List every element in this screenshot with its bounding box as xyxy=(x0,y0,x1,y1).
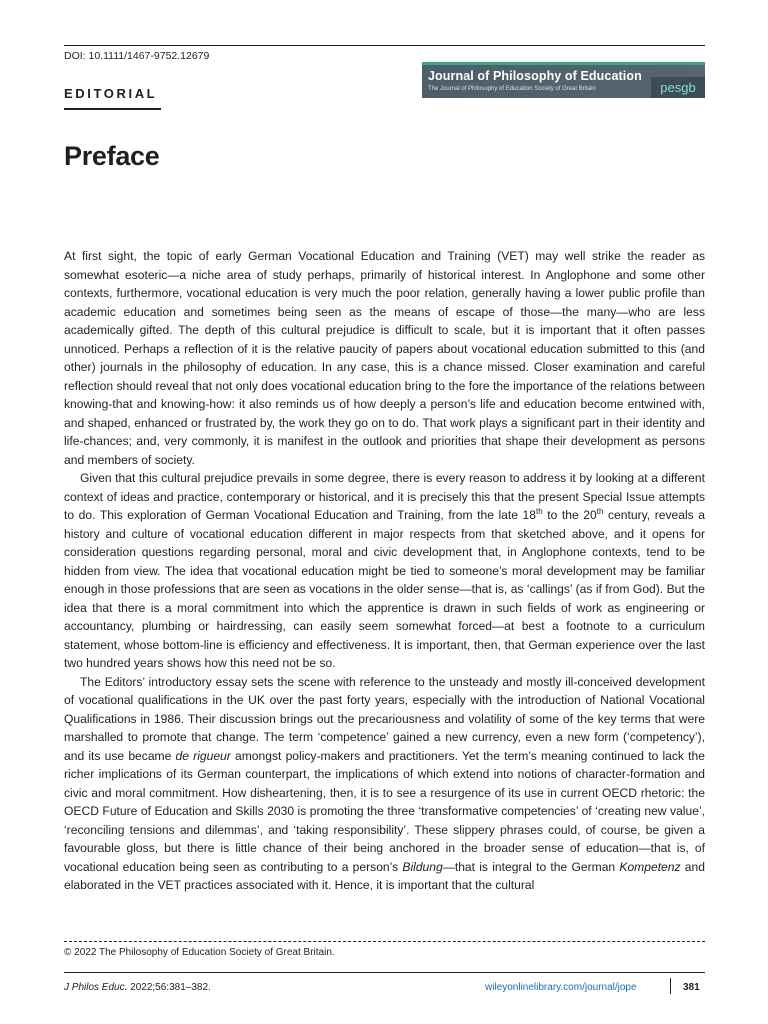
article-title: Preface xyxy=(64,141,160,171)
footer-separator xyxy=(670,978,671,994)
p3-text-d: and elaborated in the VET practices associated with it. Hence, it is important that the cultural xyxy=(64,859,705,892)
p2-sup-1: th xyxy=(536,506,543,516)
section-rule xyxy=(64,108,161,110)
p3-italic-2: Bildung xyxy=(402,859,443,874)
journal-subtitle: The Journal of Philosophy of Education Society of Great Britain xyxy=(428,86,596,92)
doi[interactable]: DOI: 10.1111/1467-9752.12679 xyxy=(64,50,210,62)
section-label: EDITORIAL xyxy=(64,86,158,101)
citation-journal: J Philos Educ. xyxy=(64,982,128,993)
journal-title: Journal of Philosophy of Education xyxy=(428,69,642,83)
footer-rule xyxy=(64,972,705,973)
p3-text-b: amongst policy-makers and practitioners. Yet the term’s meaning continued to lack the richer implications of its German counterpart, the implications of which extend into notions of character-formation and civic and moral commitment. How disheartening, then, it is to see a resurgence of its use in current OECD rhetoric: the OECD Future of Education and Skills 2030 is promoting the three ‘transformative competencies’ of ‘creating new value’, ‘reconciling tensions and dilemmas’, and ‘taking responsibility’. These slippery phrases could, of course, be given a favourable gloss, but there is little chance of their being anchored in the broader sense of education—that is, of vocational education being seen as contributing to a person’s xyxy=(64,748,705,874)
p2-text-b: to the 20 xyxy=(542,508,597,522)
citation xyxy=(64,982,211,993)
p3-text-c: —that is integral to the German xyxy=(442,859,620,874)
p2-text-a: Given that this cultural prejudice prevails in some degree, there is every reason to address it by looking at a different context of ideas and practice, contemporary or historical, and it is precisely this that the present Special Issue attempts to do. This exploration of German Vocational Education and Training, from the late 18 xyxy=(64,471,705,522)
p3-italic-1: de rigueur xyxy=(175,748,231,763)
p2-sup-2: th xyxy=(596,506,604,516)
copyright: © 2022 The Philosophy of Education Society of Great Britain. xyxy=(64,947,335,958)
p3-text-a: The Editors’ introductory essay sets the scene with reference to the unsteady and mostly ill-conceived development of vocational qualifications in the UK over the past forty years, especially with the introduction of National Vocational Qualifications in 1986. Their discussion brings out the precariousness and volatility of some of the key terms that were marshalled to promote that change. The term ‘competence’ gained a new currency, even a new form (‘competency’), and its use became xyxy=(64,674,705,763)
pesgb-logo: pesgb xyxy=(651,77,705,98)
p2-text-c: century, reveals a history and culture of vocational education different in major respects from that sketched above, and it opens for consideration questions regarding personal, moral and civic development that, in Anglophone contexts, tend to be hidden from view. The idea that vocational education might be tied to someone’s moral development may be familiar enough in those professions that are seen as vocations in the older sense—that is, as ‘callings’ (as if from God). But the idea that there is a moral commitment into which the apprentice is drawn in such fields of work as engineering or accountancy, plumbing or hairdressing, can easily seem somewhat forced—at best a footnote to a curriculum statement, whose bottom-line is efficiency and effectiveness. It is important, then, that German experience over the last two hundred years shows how this need not be so. xyxy=(64,508,705,670)
paragraph-3 xyxy=(64,673,705,895)
article-body xyxy=(64,247,705,895)
journal-url-link[interactable]: wileyonlinelibrary.com/journal/jope xyxy=(485,982,637,993)
paragraph-1: At first sight, the topic of early German Vocational Education and Training (VET) may well strike the reader as somewhat esoteric—a niche area of study perhaps, primarily of historical interest. In Anglophone and some other contexts, furthermore, vocational education is very much the poor relation, generally having a lower public profile than academic education and sometimes being seen as the means of escape of those—the many—who are less academically gifted. The depth of this cultural prejudice is difficult to scale, but it is important that it often passes unnoticed. Perhaps a reflection of it is the relative paucity of papers about vocational education submitted to this (and other) journals in the philosophy of education. In any case, this is a chance missed. Closer examination and careful reflection should reveal that not only does vocational education bring to the fore the importance of the relations between knowing-that and knowing-how: it also reminds us of how deeply a person’s life and education become entwined with, and shaped, enhanced or frustrated by, the work they go on to do. That work plays a significant part in their identity and life-chances; and, very commonly, it is manifest in the outlook and priorities that shape their development as persons and members of society. xyxy=(64,249,705,467)
citation-details: 2022;56:381–382. xyxy=(127,982,211,993)
top-rule xyxy=(64,45,705,46)
footnote-rule xyxy=(64,941,705,942)
page-number: 381 xyxy=(683,982,700,993)
paragraph-2 xyxy=(64,469,705,673)
journal-banner xyxy=(422,62,705,98)
p3-italic-3: Kompetenz xyxy=(619,859,681,874)
